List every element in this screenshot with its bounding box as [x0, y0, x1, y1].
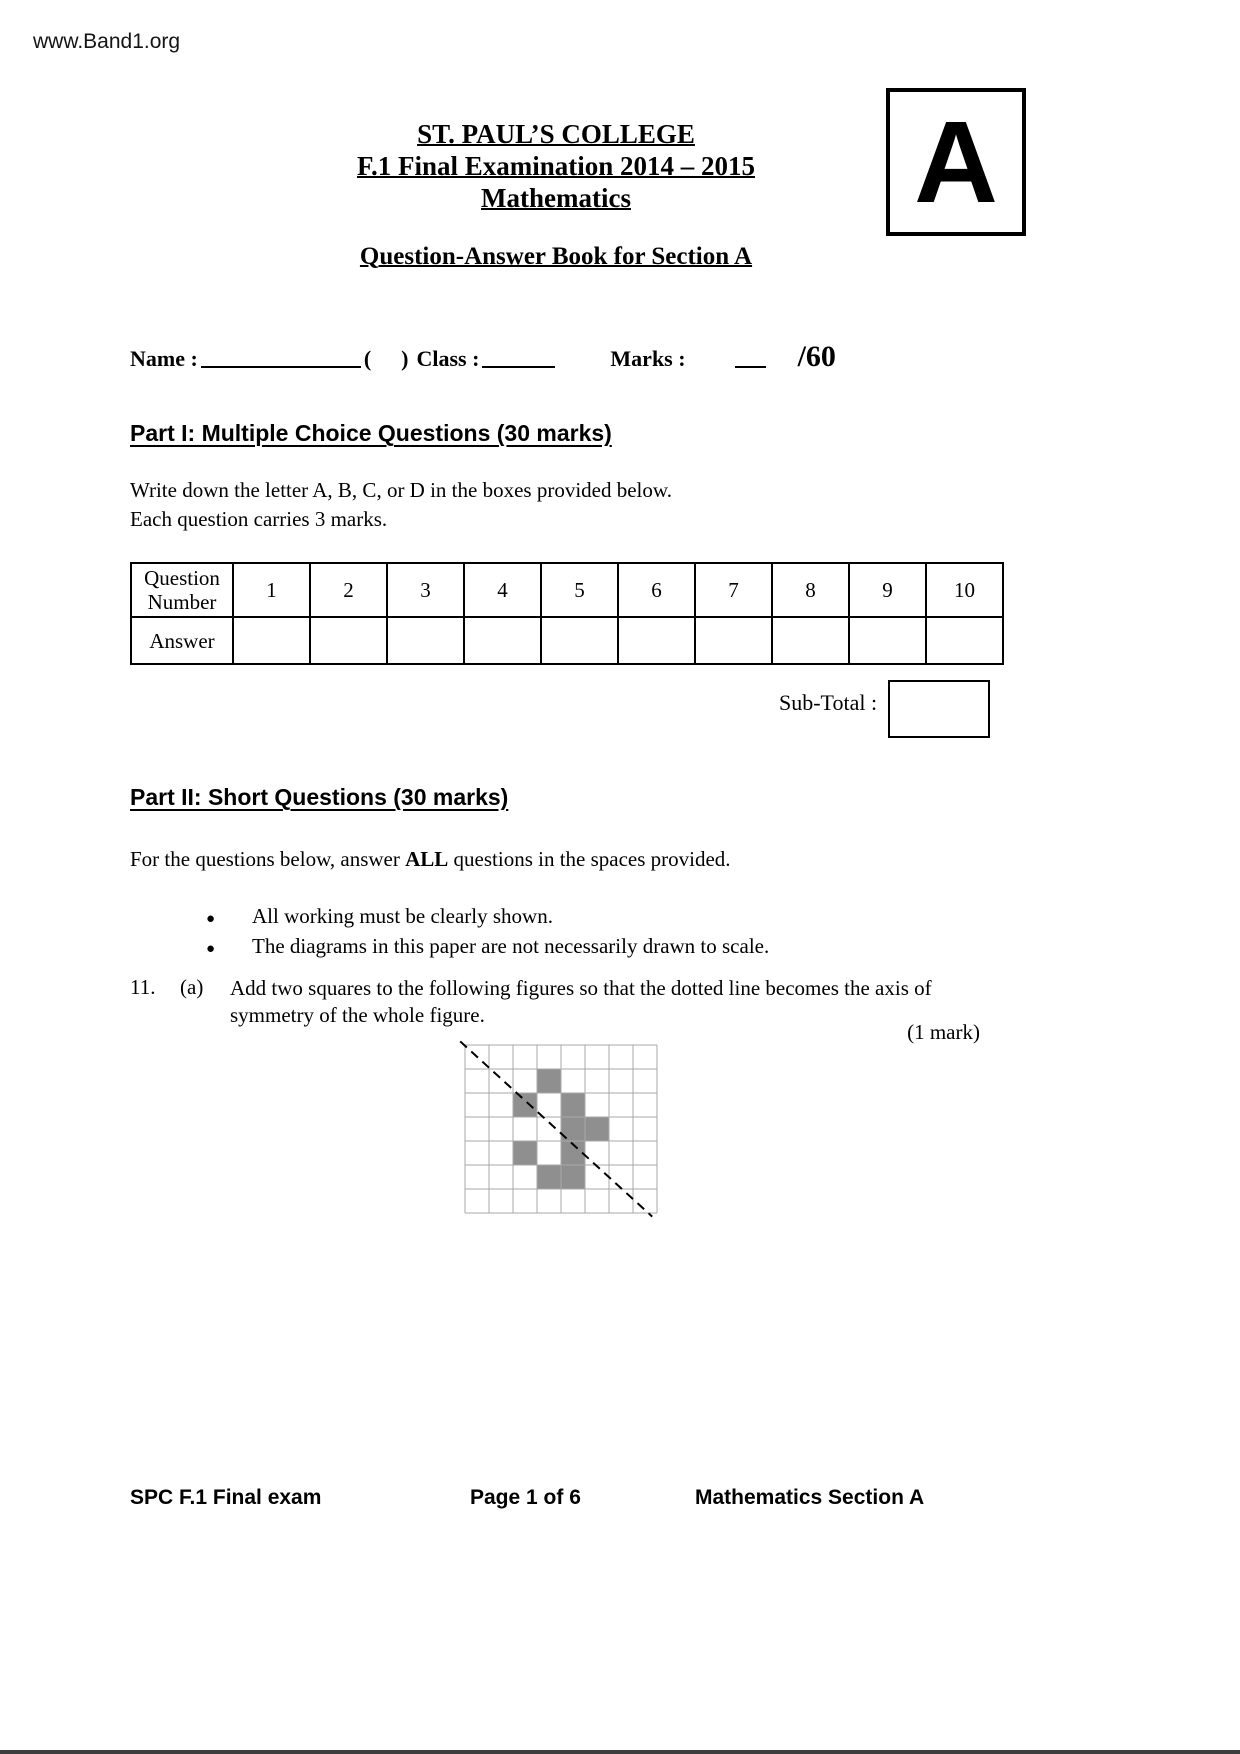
close-paren: ) — [401, 346, 409, 371]
bullet-item — [206, 903, 769, 933]
answer-cell — [772, 617, 849, 664]
answer-cell — [464, 617, 541, 664]
question-header-line2: Number — [147, 590, 217, 614]
bullet-item — [206, 933, 769, 963]
subject-title: Mathematics — [481, 183, 631, 213]
answer-cell — [926, 617, 1003, 664]
question-number-cell: 7 — [695, 563, 772, 617]
part2-intro-pre: For the questions below, answer — [130, 847, 406, 871]
question-number-cell: 8 — [772, 563, 849, 617]
marks-note: (1 mark) — [907, 1020, 980, 1044]
answer-cell — [695, 617, 772, 664]
exam-header — [0, 118, 1112, 214]
answer-row-label: Answer — [131, 617, 233, 664]
name-blank — [201, 348, 361, 368]
class-label: Class : — [416, 346, 480, 371]
section-letter: A — [914, 97, 998, 227]
part2-intro-bold: ALL — [405, 847, 449, 871]
candidate-info-line — [130, 340, 1030, 374]
question-number-header — [131, 563, 233, 617]
question-number-cell: 5 — [541, 563, 618, 617]
question-text: Add two squares to the following figures so that the dotted line becomes the axis of symmetry of the whole figure. — [230, 976, 932, 1027]
part2-heading: Part II: Short Questions (30 marks) — [130, 784, 509, 810]
question-number-cell: 1 — [233, 563, 310, 617]
subtotal-label: Sub-Total : — [779, 690, 878, 715]
question-number-cell: 4 — [464, 563, 541, 617]
question-number-cell: 9 — [849, 563, 926, 617]
mc-instruction-1: Write down the letter A, B, C, or D in the boxes provided below. — [130, 478, 672, 502]
page-edge — [0, 1750, 1240, 1754]
bullet-icon: ● — [206, 941, 216, 957]
answer-cell — [618, 617, 695, 664]
answer-cell — [849, 617, 926, 664]
footer-right: Mathematics Section A — [695, 1486, 925, 1509]
answer-cell — [233, 617, 310, 664]
question-number: 11. — [130, 975, 156, 999]
name-label: Name : — [130, 346, 198, 371]
marks-blank — [735, 348, 766, 368]
exam-title: F.1 Final Examination 2014 – 2015 — [356, 151, 756, 181]
answer-cell — [387, 617, 464, 664]
part2-intro-post: questions in the spaces provided. — [448, 847, 731, 871]
bullet-icon: ● — [206, 911, 216, 927]
question-number-cell: 6 — [618, 563, 695, 617]
part1-heading: Part I: Multiple Choice Questions (30 marks) — [130, 420, 612, 446]
marks-label: Marks : — [610, 346, 686, 371]
question-number-cell: 10 — [926, 563, 1003, 617]
answer-cell — [541, 617, 618, 664]
question-header-line1: Question — [144, 566, 220, 590]
figure-container — [455, 1035, 667, 1228]
question-part-label: (a) — [180, 975, 204, 999]
footer-left: SPC F.1 Final exam — [130, 1486, 322, 1509]
book-title: Question-Answer Book for Section A — [359, 243, 753, 270]
class-blank — [482, 348, 555, 368]
question-number-cell: 2 — [310, 563, 387, 617]
college-name: ST. PAUL’S COLLEGE — [417, 119, 695, 149]
answer-cell — [310, 617, 387, 664]
footer-page-number: Page 1 of 6 — [470, 1486, 581, 1509]
open-paren: ( — [363, 346, 372, 371]
symmetry-figure — [455, 1035, 667, 1223]
question-number-cell: 3 — [387, 563, 464, 617]
question-11 — [130, 975, 990, 1035]
mc-answer-table — [130, 562, 1004, 665]
site-watermark: www.Band1.org — [33, 30, 181, 53]
bullet-text: All working must be clearly shown. — [252, 904, 553, 928]
subtotal-box — [888, 680, 990, 738]
instruction-bullets — [206, 903, 769, 963]
marks-total: /60 — [797, 340, 836, 373]
part2-intro — [130, 847, 731, 872]
bullet-text: The diagrams in this paper are not necessarily drawn to scale. — [252, 934, 770, 958]
mc-instruction-2: Each question carries 3 marks. — [130, 507, 388, 531]
